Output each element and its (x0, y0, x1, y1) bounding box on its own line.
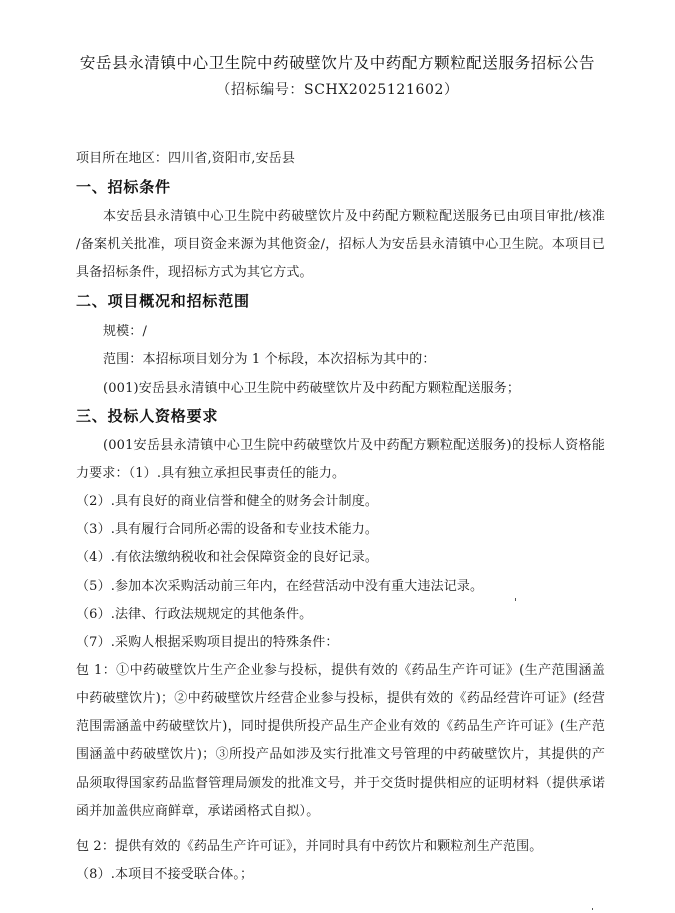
lot-text: (001)安岳县永清镇中心卫生院中药破壁饮片及中药配方颗粒配送服务； (103, 381, 521, 396)
section1-paragraph-line: 本安岳县永清镇中心卫生院中药破壁饮片及中药配方颗粒配送服务已由项目审批/核准 (103, 209, 605, 224)
qualification-item: （6）.法律、行政法规规定的其他条件。 (76, 607, 313, 622)
qualification-item: （3）.具有履行合同所必需的设备和专业技术能力。 (76, 522, 379, 537)
lot1-requirement-line: 中药破壁饮片)；②中药破壁饮片经营企业参与投标，提供有效的《药品经营许可证》(经营 (76, 691, 605, 706)
scan-speck (592, 908, 593, 910)
lot1-requirement-line: 范围需涵盖中药破壁饮片)，同时提供所投产品生产企业有效的《药品生产许可证》(生产范 (76, 719, 605, 734)
lot1-requirement-line: 函并加盖供应商鲜章，承诺函格式自拟）。 (76, 804, 320, 819)
qualification-item: （4）.有依法缴纳税收和社会保障资金的良好记录。 (76, 550, 379, 565)
lot1-requirement-line: 围涵盖中药破壁饮片)；③所投产品如涉及实行批准文号管理的中药破壁饮片，其提供的产 (76, 747, 605, 762)
scan-speck (515, 598, 516, 601)
qualification-line: (001安岳县永清镇中心卫生院中药破壁饮片及中药配方颗粒配送服务)的投标人资格能 (103, 438, 605, 453)
lot1-requirement-line: 品须取得国家药品监督管理局颁发的批准文号，并于交货时提供相应的证明材料（提供承诺 (76, 776, 605, 791)
qualification-line: 力要求：（1）.具有独立承担民事责任的能力。 (76, 466, 346, 481)
section1-paragraph-line: 具备招标条件，现招标方式为其它方式。 (76, 265, 313, 280)
qualification-item: （2）.具有良好的商业信誉和健全的财务会计制度。 (76, 494, 379, 509)
tender-number: （招标编号：SCHX2025121602） (216, 82, 459, 98)
qualification-item: （7）.采购人根据采购项目提出的特殊条件： (76, 635, 339, 650)
scale-text: 规模：/ (103, 324, 147, 339)
qualification-item: （8）.本项目不接受联合体。； (76, 867, 254, 882)
section1-paragraph-line: /备案机关批准，项目资金来源为其他资金/，招标人为安岳县永清镇中心卫生院。本项目已 (76, 237, 605, 252)
project-location: 项目所在地区：四川省,资阳市,安岳县 (76, 151, 295, 166)
section-heading-bidder-qualifications: 三、投标人资格要求 (76, 407, 219, 425)
lot1-requirement-line: 包 1：①中药破壁饮片生产企业参与投标，提供有效的《药品生产许可证》(生产范围涵盖 (76, 663, 605, 678)
lot2-requirement: 包 2：提供有效的《药品生产许可证》，并同时具有中药饮片和颗粒剂生产范围。 (76, 839, 543, 854)
section-heading-project-scope: 二、项目概况和招标范围 (76, 292, 250, 310)
document-title: 安岳县永清镇中心卫生院中药破壁饮片及中药配方颗粒配送服务招标公告 (79, 54, 596, 72)
scope-text: 范围：本招标项目划分为 1 个标段，本次招标为其中的： (103, 352, 436, 367)
section-heading-tender-conditions: 一、招标条件 (76, 178, 171, 196)
qualification-item: （5）.参加本次采购活动前三年内，在经营活动中没有重大违法记录。 (76, 579, 484, 594)
